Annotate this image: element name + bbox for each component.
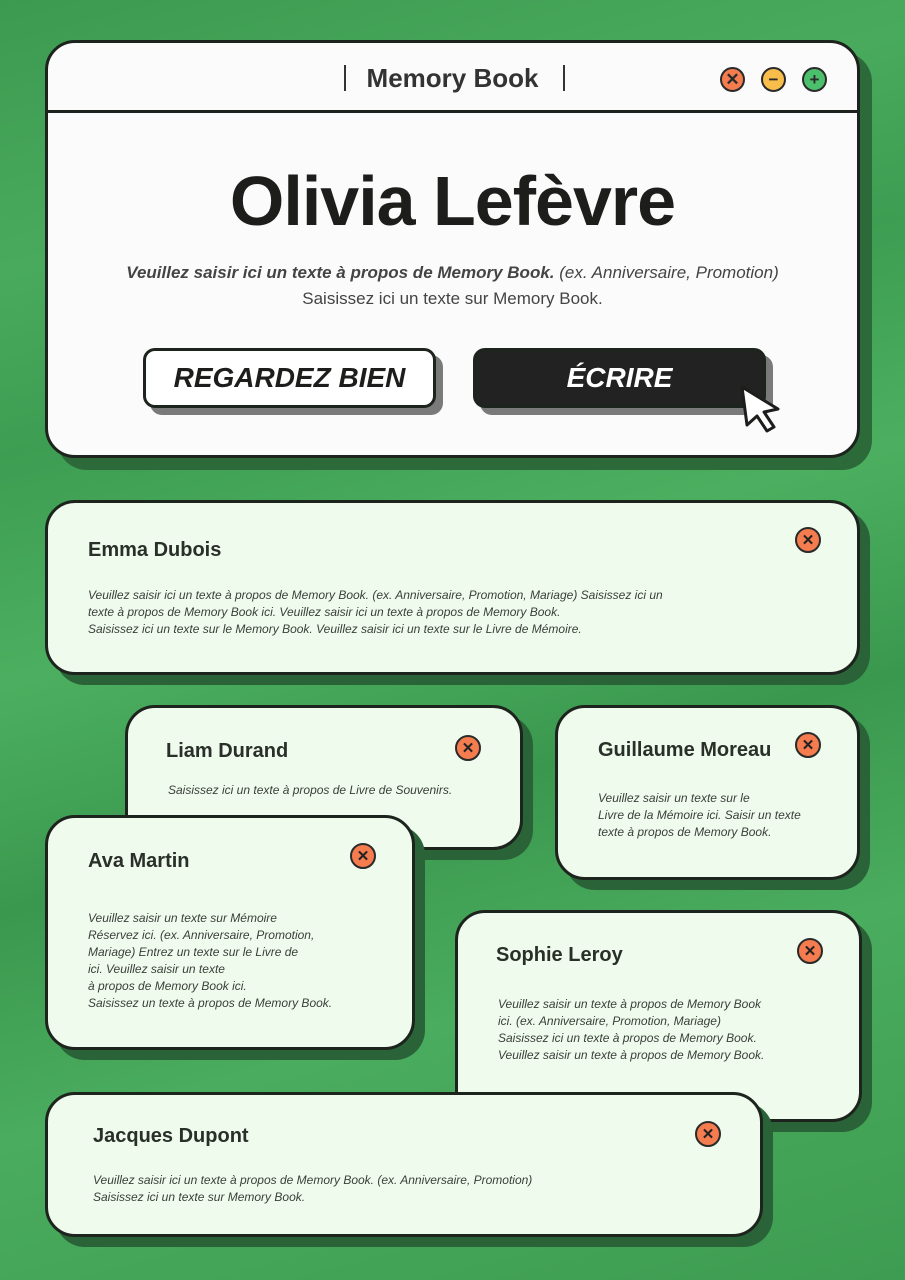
- ecrire-button[interactable]: ÉCRIRE: [473, 348, 766, 408]
- card-name: Emma Dubois: [88, 539, 222, 561]
- minimize-window-button[interactable]: −: [761, 67, 786, 92]
- card-text: Veuillez saisir un texte à propos de Memory Book ici. (ex. Anniversaire, Promotion, Mariage) Saisissez ici un texte à propos de Memory Book. Veuillez saisir un texte à propos de Memory Book.: [498, 997, 765, 1062]
- regardez-bien-button[interactable]: REGARDEZ BIEN: [143, 348, 436, 408]
- card-name: Sophie Leroy: [496, 944, 623, 966]
- close-card-button[interactable]: ✕: [695, 1121, 721, 1147]
- close-card-button[interactable]: ✕: [795, 527, 821, 553]
- window-titlebar: [48, 43, 857, 113]
- subtitle-lead: Veuillez saisir ici un texte à propos de Memory Book.: [126, 263, 555, 282]
- card-text: Veuillez saisir un texte sur Mémoire Réservez ici. (ex. Anniversaire, Promotion, Mariage) Entrez un texte sur le Livre de ici. Veuillez saisir un texte à propos de Memory Book ici. Saisissez un texte à propos de Memory Book.: [88, 911, 333, 1010]
- memory-card-jacques-dupont: [45, 1092, 763, 1237]
- close-card-button[interactable]: ✕: [350, 843, 376, 869]
- memory-card-guillaume-moreau: [555, 705, 860, 880]
- subtitle: [48, 263, 857, 283]
- maximize-window-button[interactable]: +: [802, 67, 827, 92]
- card-name: Guillaume Moreau: [598, 739, 772, 761]
- card-text: Veuillez saisir ici un texte à propos de Memory Book. (ex. Anniversaire, Promotion) Saisissez ici un texte sur Memory Book.: [93, 1173, 533, 1204]
- card-text: Saisissez ici un texte à propos de Livre de Souvenirs.: [168, 783, 453, 797]
- card-name: Ava Martin: [88, 850, 190, 872]
- close-card-button[interactable]: ✕: [797, 938, 823, 964]
- card-name: Jacques Dupont: [93, 1125, 249, 1147]
- window-title: Memory Book: [366, 63, 539, 93]
- close-window-button[interactable]: ✕: [720, 67, 745, 92]
- memory-card-emma-dubois: [45, 500, 860, 675]
- card-text: Veuillez saisir ici un texte à propos de Memory Book. (ex. Anniversaire, Promotion, Mariage) Saisissez ici un texte à propos de Memory Book ici. Veuillez saisir ici un texte à propos de Memory Book. Saisissez ici un texte sur le Memory Book. Veuillez saisir ici un texte sur le Livre de Mémoire.: [88, 588, 663, 636]
- memory-card-sophie-leroy: [455, 910, 862, 1122]
- subtitle-example: (ex. Anniversaire, Promotion): [554, 263, 779, 282]
- card-text: Veuillez saisir un texte sur le Livre de la Mémoire ici. Saisir un texte texte à propos de Memory Book.: [598, 791, 801, 839]
- close-card-button[interactable]: ✕: [455, 735, 481, 761]
- cursor-icon: [738, 383, 786, 435]
- page-title: Olivia Lefèvre: [229, 162, 676, 240]
- card-name: Liam Durand: [166, 740, 289, 762]
- memory-card-ava-martin: [45, 815, 415, 1050]
- memory-book-window: [45, 40, 860, 458]
- title-divider: [563, 65, 565, 91]
- close-card-button[interactable]: ✕: [795, 732, 821, 758]
- subtitle-line2: Saisissez ici un texte sur Memory Book.: [302, 289, 603, 308]
